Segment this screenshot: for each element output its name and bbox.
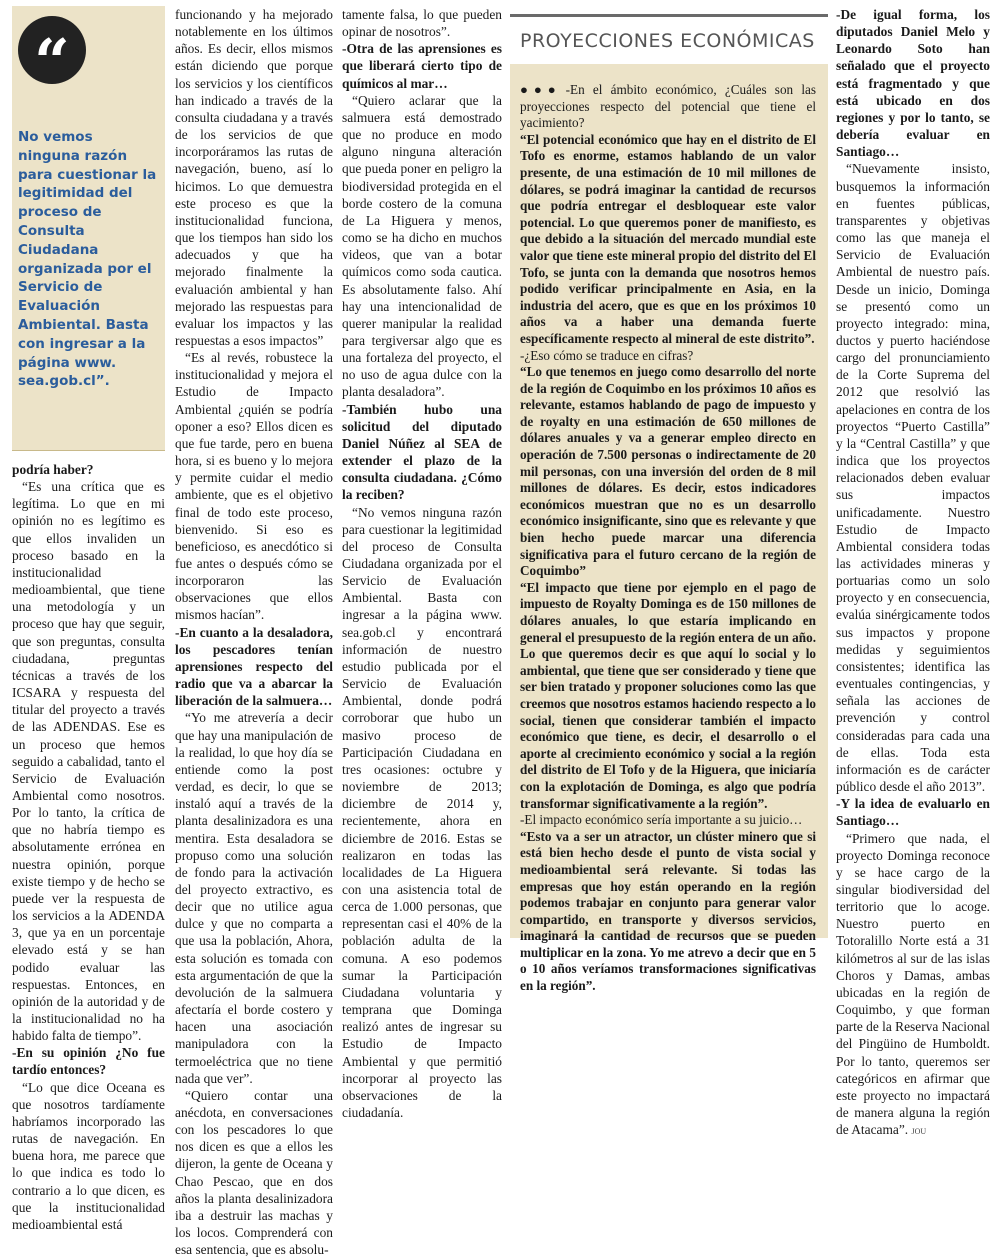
- question-heading: -En su opinión ¿No fue tardío entonces?: [12, 1045, 165, 1078]
- economic-projections-box: [510, 14, 828, 994]
- column-3: [342, 6, 502, 1121]
- column-1: [12, 6, 165, 1233]
- paragraph: “Quiero aclarar que la salmuera está demostrado que no produce en modo alguno ninguna alteración que pueda poner en peligro la biodiversidad protegida en el borde costero de la comuna de La Higuera y menos, como se ha dicho en muchos videos, que van a botar químicos como soda cautica. Es absolutamente falso. Ahí hay una intencionalidad de querer manipular la realidad para tergiversar algo que es una fortaleza del proyecto, el no uso de agua dulce con la planta desaladora”.: [342, 92, 502, 400]
- question-text: -En el ámbito económico, ¿Cuáles son las proyecciones respecto del potencial que tiene el yacimiento?: [520, 82, 816, 131]
- question-heading: -El impacto económico sería importante a su juicio…: [520, 812, 803, 828]
- question-heading: -Y la idea de evaluarlo en Santiago…: [836, 796, 990, 829]
- paragraph: “No vemos ninguna razón para cuestionar la legitimidad del proceso de Consulta Ciudadana organizada por el Servicio de Evaluación Ambiental. Basta con ingresar a la página www. sea.gob.cl y encontrará información de nuestro estudio publicada por el Servicio de Evaluación Ambiental, donde podrá corroborar que hubo un masivo proceso de Participación Ciudadana en tres ocasiones: octubre y noviembre de 2013; diciembre de 2014 y, recientemente, ahora en diciembre de 2016. Estas se realizaron en todas las localidades de La Higuera con una asistencia total de cerca de 1.000 personas, que representan casi el 40% de la población adulta de la comuna. A eso podemos sumar la Participación Ciudadana voluntaria y temprana que Dominga realizó antes de ingresar su Estudio de Impacto Ambiental y que permitió incorporar al proyecto las observaciones de la ciudadanía.: [342, 504, 502, 1120]
- pull-quote-box: [12, 6, 165, 451]
- box-title: PROYECCIONES ECONÓMICAS: [520, 29, 815, 52]
- question-heading: [520, 82, 816, 132]
- box-header: [510, 14, 828, 64]
- question-heading: -En cuanto a la desaladora, los pescadores tenían aprensiones respecto del radio que va a abarcar la liberación de la salmuera…: [175, 624, 333, 709]
- paragraph: podría haber?: [12, 462, 94, 477]
- paragraph: “El impacto que tiene por ejemplo en el pago de impuesto de Royalty Dominga es de 150 millones de dólares anuales, lo que estaría implicando en general el presupuesto de la región entera de un año. Lo que queremos decir es que aquí lo social y lo ambiental, que tiene que ser considerado y tiene que ser bien tratado y proponer soluciones como las que creemos que nosotros estamos haciendo respecto a lo social, tienen que considerar también el impacto económico que tiene, es decir, el desarrollo o el aporte al crecimiento económico y social a la región del distrito de El Tofo y de la Higuera, que iniciaría con la explotación de Dominga, es algo que podría transformar significativamente a la región”.: [520, 579, 816, 811]
- column-2: [175, 6, 333, 1258]
- paragraph: tamente falsa, lo que pueden opinar de nosotros”.: [342, 7, 502, 40]
- paragraph: “Es una crítica que es legítima. Lo que en mi opinión no es legítimo es que ellos invaliden un proceso basado en la institucionalidad medioambiental, que tiene una metodología y un proceso que hay que seguir, que son preguntas, consulta ciudadana, preguntas técnicas a través de los ICSARA y respuesta del titular del proyecto a través de las ADENDAS. Ese es un proceso que hemos seguido a cabalidad, tanto el Servicio de Evaluación Ambiental como nosotros. Por lo tanto, la crítica de que no habría tiempo es absolutamente errónea en nuestra opinión, porque existe tiempo y de hecho se puede ver la respuesta de los servicios a la ADENDA 3, que ya en un porcentaje elevado está y se han podido evaluar las respuestas. Entonces, en opinión de la autoridad y de la institucionalidad no ha habido falta de tiempo”.: [12, 479, 165, 1044]
- question-heading: -También hubo una solicitud del diputado Daniel Núñez al SEA de extender el plazo de la consulta ciudadana. ¿Cómo la reciben?: [342, 401, 502, 503]
- pull-quote-text: No vemos ninguna razón para cuestionar la legitimidad del proceso de Consulta Ciudadana organizada por el Servicio de Evaluación Ambiental. Basta con ingresar a la página www. sea.gob.cl”.: [18, 129, 157, 390]
- paragraph-text: “Primero que nada, el proyecto Dominga reconoce y se hace cargo de la singular biodiversidad del territorio que lo acoge. Nuestro puerto en Totoralillo Norte está a 31 kilómetros al sur de las islas Choros y Damas, ambas ubicadas en la región de Coquimbo, y que forman parte de la Reserva Nacional del Pingüino de Humboldt. Por lo tanto, queremos ser categóricos en afirmar que este proyecto no impactará de manera alguna la región de Atacama”.: [836, 830, 990, 1138]
- quote-mark-icon: “: [18, 16, 86, 84]
- question-heading: -¿Eso cómo se traduce en cifras?: [520, 347, 694, 363]
- paragraph: “Quiero contar una anécdota, en conversaciones con los pescadores lo que nos dicen es que a ellos les dijeron, la gente de Oceana y Chao Pescao, que en dos años la planta desalinizadora iba a destruir las machas y los locos. Comprenderá con esa sentencia, que es absolu-: [175, 1087, 333, 1258]
- question-heading: -Otra de las aprensiones es que liberará cierto tipo de químicos al mar…: [342, 41, 502, 91]
- question-heading: -De igual forma, los diputados Daniel Melo y Leonardo Soto han señalado que el proyecto está fragmentado y que está ubicado en dos regiones y por lo tanto, se debería evaluar en Santiago…: [836, 7, 990, 160]
- paragraph: “El potencial económico que hay en el distrito de El Tofo es enorme, estamos hablando de un valor presente, de una estimación de 10 mil millones de dólares, se podrá imaginar la cantidad de recursos que podría entregar el desbloquear este valor potencial. Lo que queremos poner de manifiesto, es que debido a la situación del mercado mundial este valor que tiene este mineral propio del distrito del El Tofo, se junta con la demanda que nosotros hemos podido verificar principalmente en Asia, en la industria del acero, que es que en los próximos 10 años va a haber una demanda fuerte específicamente respecto al mineral de este distrito”.: [520, 131, 816, 346]
- paragraph: [836, 830, 990, 1141]
- author-signature: JOU: [911, 1127, 927, 1137]
- bullet-dots-icon: ●●●: [520, 82, 562, 97]
- column-5: [836, 6, 990, 1140]
- paragraph: “Nuevamente insisto, busquemos la información en fuentes públicas, transparentes y objetivas como las que maneja el Servicio de Evaluación Ambiental de nuestro país. Desde un inicio, Dominga se presentó como un proyecto integrado: mina, ductos y puerto haciéndose cargo del pronunciamiento de la Corte Suprema del 2012 que resolvió las apelaciones en contra de los proyectos “Puerto Castilla” y la “Central Castilla” y que indica que los proyectos relacionados deben evaluar sus impactos unificadamente. Nuestro Estudio de Impacto Ambiental considera todas las actividades mineras y portuarias como un solo proyecto y en consecuencia, evalúa sinérgicamente todos sus impactos y propone medidas y seguimientos consistentes; identifica las eventuales contingencias, y señala las acciones de prevención y control consideradas para cada una de ellas. Toda esta información es de carácter público desde el año 2013”.: [836, 161, 990, 795]
- paragraph: “Lo que dice Oceana es que nosotros tardíamente habríamos incorporado las rutas de navegación. En buena hora, me parece que lo que indica es todo lo contrario a lo que dicen, es que la institucionalidad medioambiental está: [12, 1079, 165, 1232]
- paragraph: “Yo me atrevería a decir que hay una manipulación de la realidad, lo que hoy día se entiende como la post verdad, es decir, lo que se instaló aquí a través de la planta desalinizadora es una mentira. Esta desaladora se propuso como una solución de fondo para la activación del proyecto extractivo, es decir que no utilice agua dulce y que no comparta a que usa la población, Ahora, esta solución es tomada con esta argumentación de que la devolución de la salmuera afectaría el borde costero y hacen una asociación manipuladora con la termoeléctrica que no tiene nada que ver”.: [175, 710, 333, 1086]
- paragraph: “Esto va a ser un atractor, un clúster minero que si está bien hecho desde el punto de vista social y medioambiental será relevante. Si todas las empresas que hoy están operando en la región podemos trabajar en conjunto para generar valor compartido, en transporte y diversos servicios, imaginará la cantidad de recursos que se pueden multiplicar en la zona. Yo me atrevo a decir que en 5 o 10 años veríamos transformaciones significativas en la región”.: [520, 828, 816, 994]
- paragraph: funcionando y ha mejorado notablemente en los últimos años. Es decir, ellos mismos están diciendo que porque los servicios y los científicos han indicado a través de la consulta ciudadana y a través de los servicios de que incorporáramos las rutas de navegación, bueno, así lo hicimos. Lo que demuestra este proceso es que la institucionalidad funciona, que los tiempos han sido los adecuados y que ha mejorado finalmente la evaluación ambiental y han mejorado las respuestas para evaluar los impactos y las respuestas a esos impactos”: [175, 7, 333, 348]
- paragraph: “Es al revés, robustece la institucionalidad y mejora el Estudio de Impacto Ambiental ¿quién se podría oponer a eso? Ellos dicen es que fue tarde, pero en buena hora, si es bueno y lo mejora y permite cuidar el medio ambiente, que es el objetivo final de todo este proceso, bienvenido. Si eso es beneficioso, es anecdótico si fue antes o después cómo se incorporaron las observaciones que ellos mismos hacían”.: [175, 350, 333, 623]
- box-body: [510, 64, 828, 995]
- paragraph: “Lo que tenemos en juego como desarrollo del norte de la región de Coquimbo en los próximos 10 años es relevante, estamos hablando de pago de impuesto y de royalty en una estimación de 650 millones de dólares anuales y va a generar empleo directo en operación de 7.500 personas o indirectamente de 20 mil personas, con una inversión del orden de 8 mil millones de dólares. Es decir, estos indicadores económicos muestran que no es un desarrollo económico insignificante, sino que es relevante y que bien hecho puede marcar una diferencia significativa para el futuro cercano de la región de Coquimbo”: [520, 364, 816, 579]
